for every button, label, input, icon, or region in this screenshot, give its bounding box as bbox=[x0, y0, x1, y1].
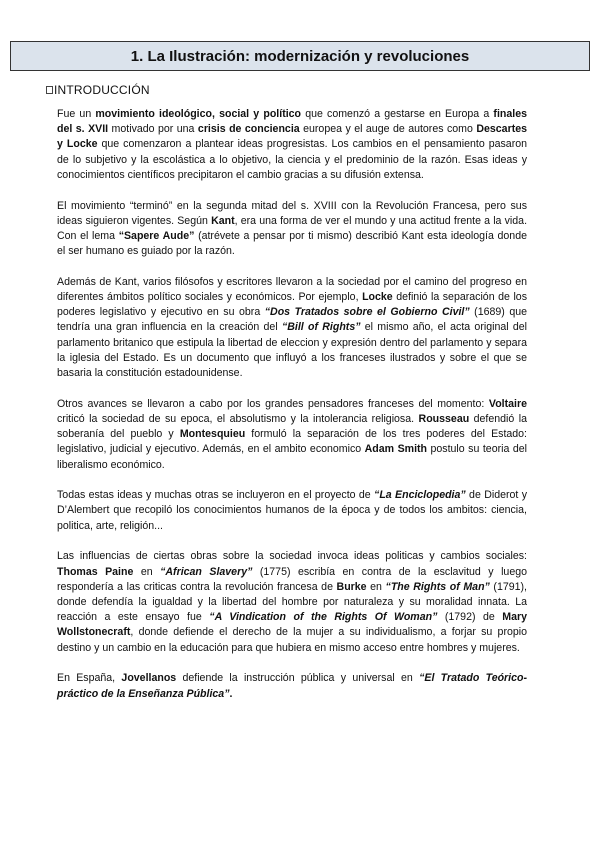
body-text: (1775) escribía en contra de la esclavitud y luego respondería a las criticas contra la revolución francesa de bbox=[57, 565, 527, 593]
bold-text: Adam Smith bbox=[364, 443, 428, 456]
body-text: definió la separación de los poderes legislativo y ejecutivo en su obra bbox=[57, 291, 527, 319]
bold-italic-text: “El Tratado Teórico-práctico de la Enseñanza Pública” bbox=[57, 672, 528, 700]
body-text: formuló la separación de los tres poderes del Estado: legislativo, judicial y ejecutivo. Además, en el ambito economico bbox=[57, 428, 528, 456]
paragraph bbox=[57, 107, 527, 183]
body-text: en bbox=[366, 580, 386, 593]
paragraph bbox=[57, 671, 527, 701]
section-heading-label: INTRODUCCIÓN bbox=[54, 83, 150, 97]
body-text: que comenzaron a plantear ideas progresistas. Los cambios en el pensamiento pasaron de lo subjetivo y la escolástica a lo objetivo, la ciencia y el predominio de la razón. Esas ideas y conocimientos científicos precipitaron el cambio gracias a su difusión extensa. bbox=[57, 138, 527, 181]
body-text: de Diderot y D’Alembert que recopiló los conocimientos humanos de la época y de todos los ambitos: ciencia, politica, arte, religión... bbox=[57, 489, 527, 532]
body-text: Otros avances se llevaron a cabo por los grandes pensadores franceses del momento: bbox=[57, 397, 489, 410]
body-text: , donde defiende el derecho de la mujer a su individualismo, a forjar su propio destino y un cambio en la educación para que hubiera en mismo acceso entre hombres y mujeres. bbox=[57, 626, 527, 654]
body-text: Las influencias de ciertas obras sobre la sociedad invoca ideas politicas y cambios sociales: bbox=[57, 550, 527, 563]
bold-text: Voltaire bbox=[488, 397, 527, 410]
body-text: Todas estas ideas y muchas otras se incluyeron en el proyecto de bbox=[57, 489, 375, 502]
bold-text: Rousseau bbox=[418, 412, 470, 425]
paragraph bbox=[57, 488, 527, 534]
document-body bbox=[57, 107, 527, 717]
body-text: Fue un bbox=[57, 108, 96, 120]
checkbox-icon bbox=[46, 86, 53, 94]
body-text: postulo su teoria del liberalismo económico. bbox=[57, 443, 527, 471]
paragraph bbox=[57, 549, 527, 655]
bold-text: Kant bbox=[211, 214, 235, 227]
body-text: en bbox=[133, 565, 161, 578]
body-text: motivado por una bbox=[108, 123, 198, 136]
bold-text: crisis de conciencia bbox=[197, 123, 300, 136]
body-text: (1689) que tendría una gran influencia en la creación del bbox=[57, 306, 527, 334]
bold-text: Thomas Paine bbox=[57, 565, 134, 578]
body-text: el mismo año, el acta original del parlamento britanico que estipula la libertad de eleccion y expresión dentro del parlamento y separa la iglesia del Estado. Es un documento que influyó a los franceses ilustrados y sobre el que se basaria la constitución estadounidense. bbox=[57, 321, 527, 380]
section-heading bbox=[46, 83, 150, 97]
body-text: (atrévete a pensar por ti mismo) describió Kant esta ideología donde el ser humano es guiado por la razón. bbox=[57, 229, 527, 258]
body-text: defendió la soberanía del pueblo y bbox=[57, 412, 528, 441]
bold-text: Burke bbox=[336, 580, 367, 593]
bold-text: “Sapere Aude” bbox=[118, 229, 195, 242]
body-text: defiende la instrucción pública y universal en bbox=[176, 672, 420, 685]
bold-text: . bbox=[229, 687, 233, 700]
bold-italic-text: “Bill of Rights” bbox=[281, 321, 361, 334]
page-title: 1. La Ilustración: modernización y revoluciones bbox=[130, 47, 470, 65]
document-title-bar bbox=[10, 41, 590, 71]
body-text: (1791), donde defendía la igualdad y la libertad del hombre por naturaleza y su moralidad innata. La reacción a este ensayo fue bbox=[57, 580, 527, 624]
paragraph bbox=[57, 199, 527, 260]
body-text: (1792) de bbox=[437, 611, 503, 624]
bold-italic-text: “A Vindication of the Rights Of Woman” bbox=[209, 611, 438, 624]
bold-text: Montesquieu bbox=[179, 428, 246, 441]
body-text: , era una forma de ver el mundo y una actitud frente a la vida. Con el lema bbox=[57, 214, 528, 242]
body-text: Además de Kant, varios filósofos y escritores llevaron a la sociedad por el camino del progreso en diferentes ámbitos político sociales y económicos. Por ejemplo, bbox=[57, 275, 527, 304]
body-text: que comenzó a gestarse en Europa a bbox=[301, 108, 494, 120]
bold-text: Descartes y Locke bbox=[57, 123, 528, 151]
bold-italic-text: “La Enciclopedia” bbox=[374, 489, 466, 502]
paragraph bbox=[57, 275, 527, 381]
body-text: europea y el auge de autores como bbox=[299, 123, 477, 136]
bold-text: Locke bbox=[362, 291, 393, 304]
paragraph bbox=[57, 397, 527, 473]
bold-text: movimiento ideológico, social y político bbox=[95, 108, 302, 120]
body-text: En España, bbox=[57, 672, 122, 685]
bold-italic-text: “African Slavery” bbox=[160, 565, 253, 578]
bold-italic-text: “Dos Tratados sobre el Gobierno Civil” bbox=[264, 306, 470, 319]
bold-text: Jovellanos bbox=[121, 672, 177, 685]
bold-italic-text: “The Rights of Man” bbox=[385, 580, 490, 593]
body-text: criticó la sociedad de su epoca, el absolutismo y la intolerancia religiosa. bbox=[57, 412, 419, 425]
bold-text: finales del s. XVII bbox=[57, 108, 527, 136]
body-text: El movimiento “terminó” en la segunda mitad del s. XVIII con la Revolución Francesa, pero sus ideas siguieron vigentes. Según bbox=[57, 199, 527, 227]
bold-text: Mary Wollstonecraft bbox=[57, 611, 527, 639]
